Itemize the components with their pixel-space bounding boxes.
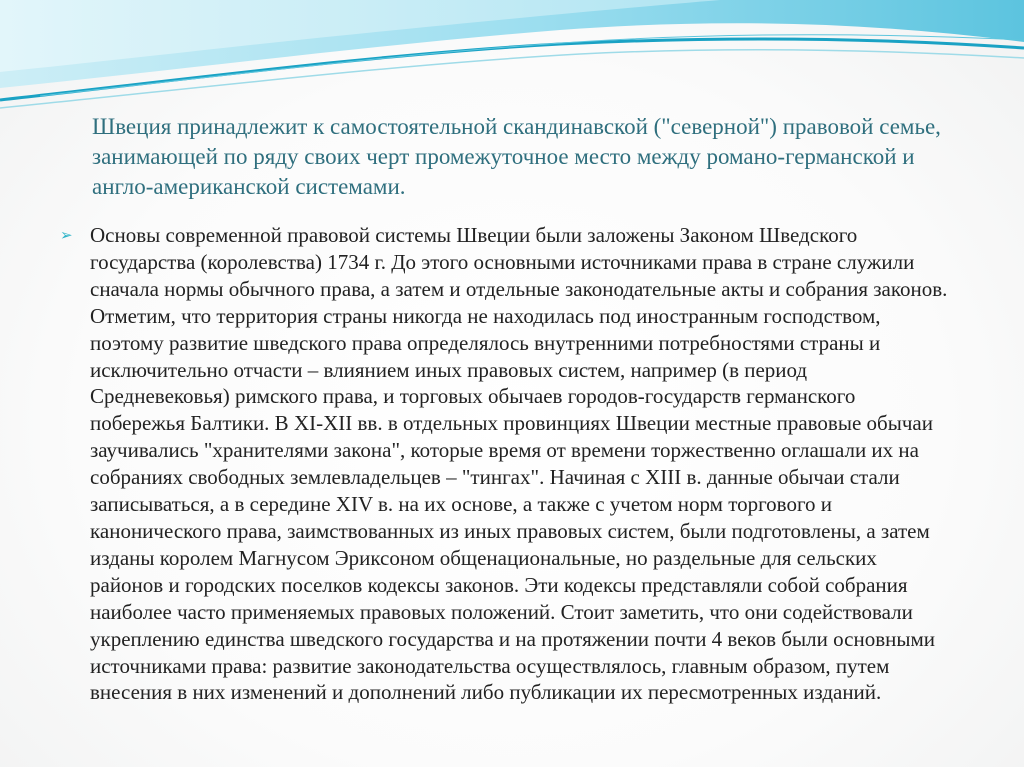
arrow-bullet-icon: ➢ <box>60 226 73 244</box>
header-wave-decoration <box>0 0 1024 120</box>
bullet-text: Основы современной правовой системы Швеции были заложены Законом Шведского государства (королевства) 1734 г. До этого основными источниками права в стране служили сначала нормы обычного права, а затем и отдельные законодательные акты и собрания законов. Отметим, что территория страны никогда не находилась под иностранным господством, поэтому развитие шведского права определялось внутренними потребностями страны и исключительно отчасти – влиянием иных правовых систем, например (в период Средневековья) римского права, и торговых обычаев городов-государств германского побережья Балтики. В XI-XII вв. в отдельных провинциях Швеции местные правовые обычаи заучивались "хранителями закона", которые время от времени торжественно оглашали их на собраниях свободных землевладельцев – "тингах". Начиная с XIII в. данные обычаи стали записываться, а в середине XIV в. на их основе, а также с учетом норм торгового и канонического права, заимствованных из иных правовых систем, были подготовлены, а затем изданы королем Магнусом Эриксоном общенациональные, но раздельные для сельских районов и городских поселков кодексы законов. Эти кодексы представляли собой собрания наиболее часто применяемых правовых положений. Стоит заметить, что они содействовали укреплению единства шведского государства и на протяжении почти 4 веков были основными источниками права: развитие законодательства осуществлялось, главным образом, путем внесения в них изменений и дополнений либо публикации их пересмотренных изданий. <box>90 223 948 705</box>
slide-title: Швеция принадлежит к самостоятельной скандинавской ("северной") правовой семье, занимающей по ряду своих черт промежуточное место между романо-германской и англо-американской системами. <box>92 114 941 199</box>
